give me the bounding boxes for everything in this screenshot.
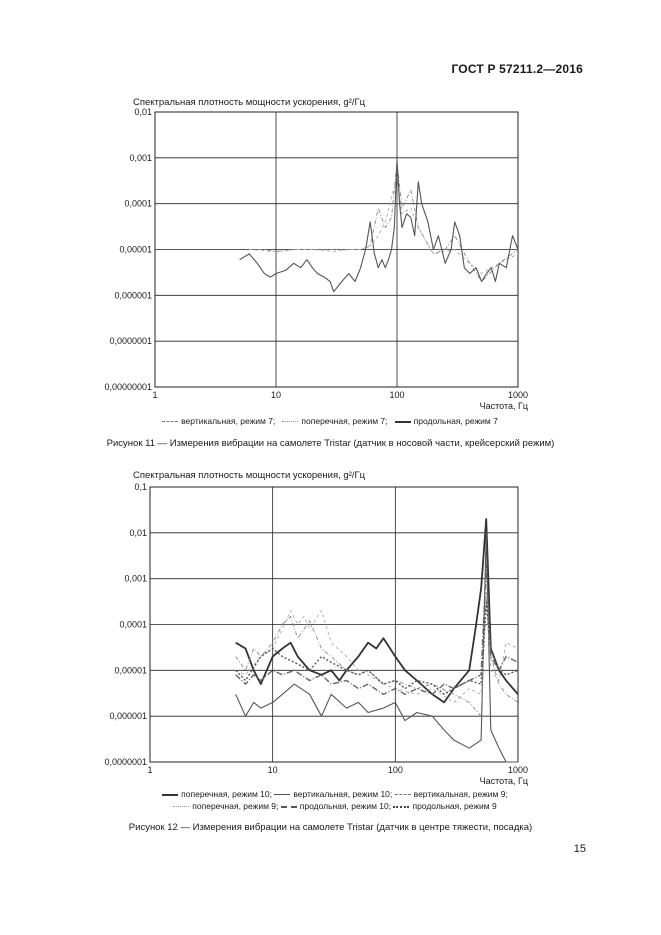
- dash-dot-swatch: [395, 794, 411, 795]
- dash-dot-swatch: [162, 421, 178, 422]
- y-tick-label: 0,0001: [119, 619, 147, 630]
- document-id: ГОСТ Р 57211.2—2016: [451, 62, 583, 76]
- solid-swatch: [395, 421, 411, 423]
- series-line-solid: [240, 160, 518, 292]
- y-tick-label: 0,01: [134, 107, 152, 117]
- x-tick-label: 100: [387, 765, 403, 775]
- y-tick-label: 0,001: [124, 573, 147, 584]
- y-tick-label: 0,00000001: [104, 382, 152, 392]
- legend-row: [110, 800, 560, 812]
- x-tick-label: 10: [267, 765, 278, 775]
- legend-item: поперечная, режим 9;: [173, 801, 278, 811]
- y-tick-label: 0,1: [134, 482, 147, 492]
- x-tick-label: 100: [389, 390, 405, 400]
- series-line-solid-bold: [236, 519, 518, 702]
- x-axis-label: Частота, Гц: [479, 401, 528, 411]
- legend-item: продольная, режим 10;: [281, 801, 391, 811]
- solid-bold-swatch: [162, 794, 178, 796]
- legend-item: поперечная, режим 7;: [282, 416, 387, 426]
- legend-item: продольная, режим 7: [395, 416, 498, 426]
- page-number: 15: [573, 843, 586, 855]
- figure-11-caption: Рисунок 11 — Измерения вибрации на самолете Tristar (датчик в носовой части, крейсерский режим): [106, 438, 555, 449]
- legend-item: вертикальная, режим 10;: [274, 789, 392, 799]
- series-line-dashed: [249, 176, 518, 273]
- chart2-title: Спектральная плотность мощности ускорения, g²/Гц: [133, 470, 366, 481]
- legend-row: [110, 788, 560, 800]
- x-tick-label: 1000: [507, 765, 529, 775]
- y-tick-label: 0,00001: [119, 244, 152, 255]
- chart1-legend: [120, 416, 540, 426]
- dashed-bold-swatch: [393, 806, 409, 808]
- chart2-legend: [110, 788, 560, 812]
- x-tick-label: 10: [270, 390, 282, 400]
- y-tick-label: 0,001: [129, 152, 152, 163]
- y-tick-label: 0,00001: [114, 665, 147, 676]
- legend-item: вертикальная, режим 9;: [395, 789, 508, 799]
- x-tick-label: 1: [147, 765, 153, 775]
- y-tick-label: 0,01: [129, 527, 147, 538]
- dash-dot-bold-swatch: [281, 806, 297, 808]
- x-axis-label: Частота, Гц: [479, 776, 528, 786]
- y-tick-label: 0,0000001: [109, 336, 152, 347]
- legend-item: поперечная, режим 10;: [162, 789, 272, 799]
- x-tick-label: 1000: [507, 390, 529, 400]
- legend-item: вертикальная, режим 7;: [162, 416, 275, 426]
- legend-item: продольная, режим 9: [393, 801, 496, 811]
- y-tick-label: 0,000001: [114, 290, 152, 301]
- dashed-swatch: [173, 806, 189, 807]
- series-line-dashed: [236, 597, 518, 703]
- solid-swatch: [274, 794, 290, 795]
- x-tick-label: 1: [152, 390, 158, 400]
- chart1-title: Спектральная плотность мощности ускорения, g²/Гц: [133, 97, 366, 108]
- y-tick-label: 0,0001: [124, 198, 152, 209]
- dashed-swatch: [282, 421, 298, 422]
- y-tick-label: 0,0000001: [104, 757, 147, 767]
- figure-12-caption: Рисунок 12 — Измерения вибрации на самолете Tristar (датчик в центре тяжести, посадка): [128, 822, 533, 833]
- y-tick-label: 0,000001: [109, 711, 147, 722]
